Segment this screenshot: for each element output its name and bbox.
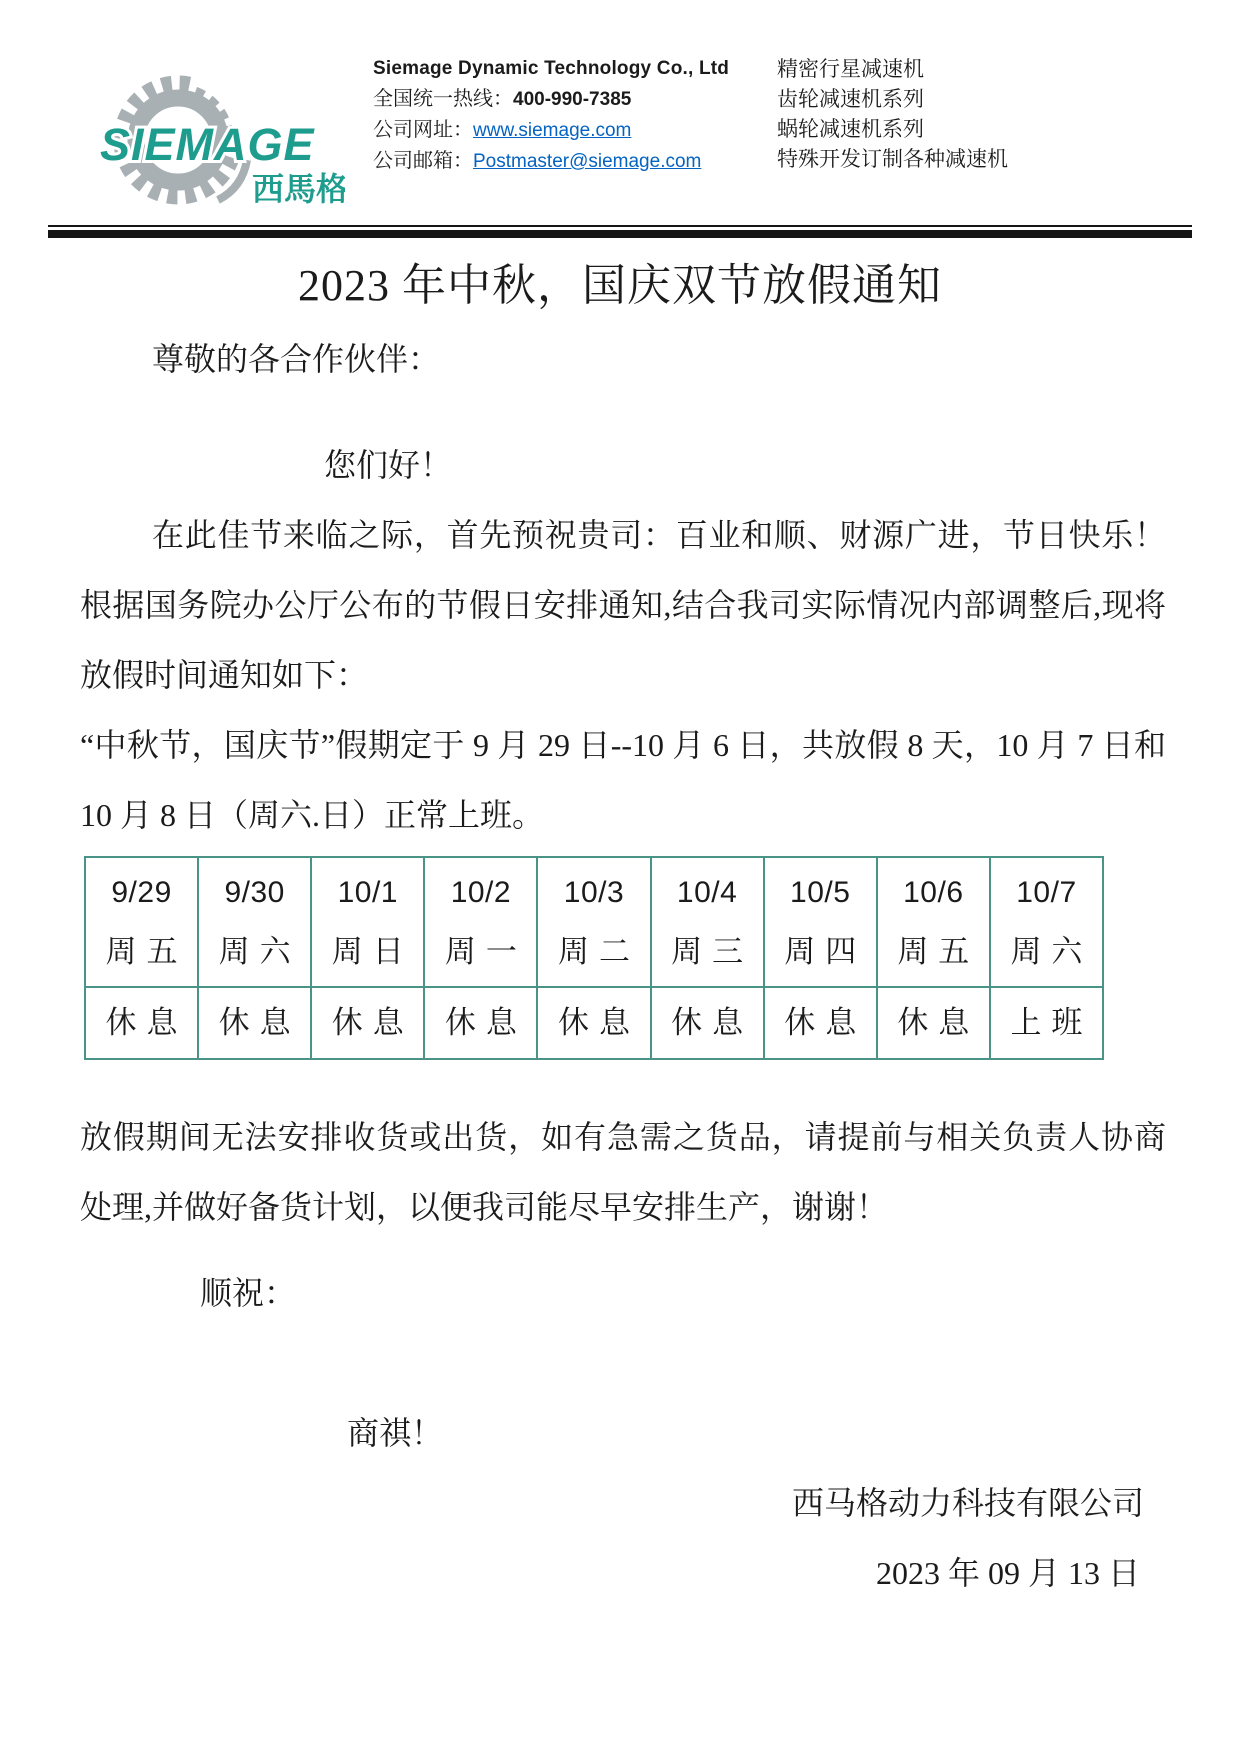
product-line: 蜗轮减速机系列 bbox=[777, 117, 924, 141]
cell-weekday: 周五 bbox=[897, 934, 980, 969]
company-logo bbox=[100, 68, 345, 221]
cell-date: 10/3 bbox=[563, 876, 625, 909]
website-link[interactable]: www.siemage.com bbox=[473, 120, 632, 141]
hotline-line bbox=[373, 84, 713, 115]
status-cell: 休息 bbox=[424, 987, 537, 1059]
website-line bbox=[373, 115, 713, 146]
salutation: 尊敬的各合作伙伴： bbox=[152, 341, 441, 377]
cell-weekday: 周二 bbox=[557, 934, 640, 969]
day-cell bbox=[877, 857, 990, 987]
cell-date: 9/29 bbox=[111, 876, 172, 909]
company-name-en: Siemage Dynamic Technology Co., Ltd bbox=[373, 58, 730, 79]
status-cell: 休息 bbox=[764, 987, 877, 1059]
wish-text: 商祺！ bbox=[347, 1415, 444, 1451]
cell-date: 10/2 bbox=[450, 876, 512, 909]
day-cell bbox=[311, 857, 424, 987]
signature-company: 西马格动力科技有限公司 bbox=[791, 1485, 1144, 1521]
letter-body bbox=[0, 324, 1240, 1608]
cell-weekday: 周三 bbox=[671, 934, 754, 969]
status-cell: 休息 bbox=[85, 987, 198, 1059]
greeting: 您们好！ bbox=[324, 447, 453, 483]
notice-title: 2023 年中秋，国庆双节放假通知 bbox=[298, 261, 942, 310]
company-contact-block bbox=[373, 54, 730, 177]
hotline-label: 全国统一热线： bbox=[373, 88, 513, 110]
email-line bbox=[373, 146, 713, 177]
status-cell: 休息 bbox=[198, 987, 311, 1059]
day-cell bbox=[764, 857, 877, 987]
status-cell: 休息 bbox=[311, 987, 424, 1059]
product-line: 特殊开发订制各种减速机 bbox=[777, 147, 1008, 171]
status-cell: 休息 bbox=[537, 987, 650, 1059]
cell-weekday: 周日 bbox=[331, 934, 414, 969]
cell-weekday: 周六 bbox=[1010, 934, 1093, 969]
email-label: 公司邮箱： bbox=[373, 150, 473, 172]
day-cell bbox=[85, 857, 198, 987]
table-row-days bbox=[85, 857, 1103, 987]
product-list bbox=[777, 54, 1008, 174]
cell-date: 10/6 bbox=[903, 876, 964, 909]
hotline-number: 400-990-7385 bbox=[513, 89, 632, 110]
holiday-table bbox=[84, 856, 1104, 1060]
cell-weekday: 周五 bbox=[105, 934, 188, 969]
cell-weekday: 周六 bbox=[218, 934, 301, 969]
status-cell: 休息 bbox=[877, 987, 990, 1059]
day-cell bbox=[198, 857, 311, 987]
day-cell bbox=[651, 857, 764, 987]
brand-cn-wordmark: 西馬格 bbox=[252, 171, 345, 207]
paragraph-intro: 在此佳节来临之际，首先预祝贵司：百业和顺、财源广进，节日快乐！根据国务院办公厅公布的节假日安排通知,结合我司实际情况内部调整后,现将放假时间通知如下： bbox=[80, 517, 1166, 693]
product-line: 齿轮减速机系列 bbox=[777, 87, 924, 111]
brand-wordmark: SIEMAGE bbox=[100, 119, 315, 170]
gear-logo-icon bbox=[100, 68, 345, 216]
signature-date: 2023 年 09 月 13 日 bbox=[875, 1555, 1140, 1591]
website-label: 公司网址： bbox=[373, 119, 473, 141]
letterhead bbox=[0, 0, 1240, 221]
cell-weekday: 周一 bbox=[444, 934, 527, 969]
paragraph-shipping-note: 放假期间无法安排收货或出货，如有急需之货品，请提前与相关负责人协商处理,并做好备货计划，以便我司能尽早安排生产，谢谢！ bbox=[80, 1119, 1166, 1225]
wish-label: 顺祝： bbox=[200, 1275, 297, 1311]
cell-date: 10/7 bbox=[1016, 876, 1077, 909]
paragraph-holiday-dates: “中秋节，国庆节”假期定于 9 月 29 日--10 月 6 日，共放假 8 天，10 月 7 日和 10 月 8 日（周六.日）正常上班。 bbox=[80, 727, 1166, 833]
day-cell bbox=[424, 857, 537, 987]
status-cell: 上班 bbox=[990, 987, 1103, 1059]
table-row-status bbox=[85, 987, 1103, 1059]
cell-weekday: 周四 bbox=[784, 934, 867, 969]
cell-date: 10/5 bbox=[790, 876, 851, 909]
cell-date: 9/30 bbox=[224, 876, 285, 909]
product-line: 精密行星减速机 bbox=[777, 57, 924, 81]
status-cell: 休息 bbox=[651, 987, 764, 1059]
day-cell bbox=[990, 857, 1103, 987]
day-cell bbox=[537, 857, 650, 987]
header-divider-rule bbox=[48, 225, 1192, 238]
email-link[interactable]: Postmaster@siemage.com bbox=[473, 151, 702, 172]
cell-date: 10/4 bbox=[676, 876, 738, 909]
cell-date: 10/1 bbox=[337, 876, 398, 909]
